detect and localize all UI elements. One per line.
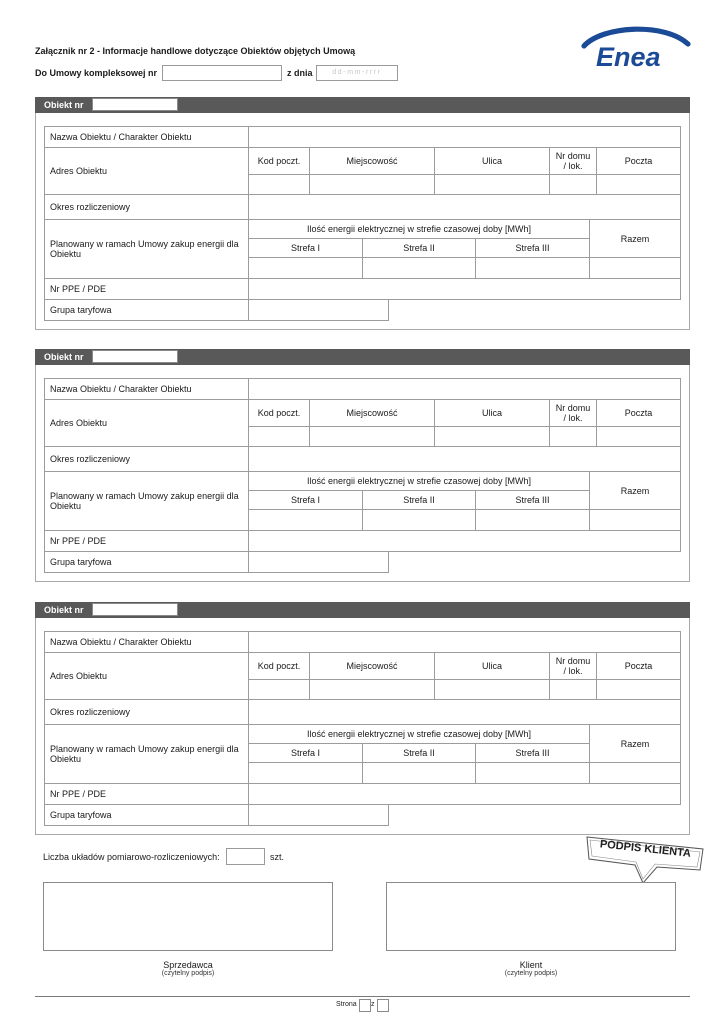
object-number-label: Obiekt nr [44,352,84,362]
address-column-header: Ulica [434,147,550,175]
total-header: Razem [589,219,681,258]
tariff-group-field[interactable] [248,551,389,573]
billing-period-field[interactable] [248,699,681,725]
address-field[interactable] [549,426,597,447]
object-section-header [35,602,690,618]
seller-label: Sprzedawca [163,960,213,970]
tariff-group-label: Grupa taryfowa [44,551,249,573]
address-column-header: Poczta [596,399,681,427]
contract-date-label: z dnia [287,68,313,78]
zone-energy-field[interactable] [475,509,590,531]
tariff-group-field[interactable] [248,299,389,321]
footer-divider [35,996,690,997]
address-column-header: Miejscowość [309,399,435,427]
energy-purchase-label: Planowany w ramach Umowy zakup energii dla Obiektu [44,724,249,784]
billing-period-field[interactable] [248,446,681,472]
object-section-header [35,97,690,113]
address-column-header: Poczta [596,147,681,175]
client-signature-stamp [585,835,705,883]
object-section [35,97,690,330]
address-column-header: Nr domu / lok. [549,147,597,175]
object-section [35,349,690,582]
seller-note: (czytelny podpis) [161,970,215,977]
client-note: (czytelny podpis) [504,970,558,977]
address-field[interactable] [434,426,550,447]
zone-energy-field[interactable] [475,257,590,279]
seller-signature-box[interactable] [43,882,333,951]
object-section [35,602,690,835]
zone-energy-field[interactable] [248,257,363,279]
zone-header: Strefa III [475,743,590,763]
object-number-label: Obiekt nr [44,100,84,110]
billing-period-label: Okres rozliczeniowy [44,699,249,725]
zone-header: Strefa III [475,238,590,258]
zone-energy-field[interactable] [362,509,476,531]
client-label: Klient [519,960,543,970]
total-energy-field[interactable] [589,257,681,279]
address-column-header: Miejscowość [309,652,435,680]
document-title: Załącznik nr 2 - Informacje handlowe dotyczące Obiektów objętych Umową [35,46,356,56]
address-column-header: Poczta [596,652,681,680]
address-column-header: Kod poczt. [248,147,310,175]
zone-header: Strefa I [248,490,363,510]
logo-text: Enea [596,42,661,70]
object-name-field[interactable] [248,126,681,148]
address-column-header: Miejscowość [309,147,435,175]
address-column-header: Nr domu / lok. [549,652,597,680]
object-address-label: Adres Obiektu [44,147,249,195]
object-name-field[interactable] [248,631,681,653]
page-number-field[interactable] [359,999,371,1012]
contract-number-label: Do Umowy kompleksowej nr [35,68,158,78]
object-number-label: Obiekt nr [44,605,84,615]
ppe-field[interactable] [248,278,681,300]
energy-purchase-label: Planowany w ramach Umowy zakup energii dla Obiektu [44,471,249,531]
object-name-label: Nazwa Obiektu / Charakter Obiektu [44,126,249,148]
ppe-field[interactable] [248,783,681,805]
zone-header: Strefa I [248,238,363,258]
address-column-header: Ulica [434,399,550,427]
contract-number-field[interactable] [162,65,282,81]
address-field[interactable] [309,426,435,447]
address-field[interactable] [549,174,597,195]
page-of-label: z [371,1001,375,1008]
zone-header: Strefa II [362,743,476,763]
address-field[interactable] [596,679,681,700]
billing-period-field[interactable] [248,194,681,220]
object-section-header [35,349,690,365]
zone-header: Strefa III [475,490,590,510]
total-header: Razem [589,724,681,763]
zone-energy-field[interactable] [248,509,363,531]
address-column-header: Kod poczt. [248,652,310,680]
zone-header: Strefa II [362,238,476,258]
address-column-header: Nr domu / lok. [549,399,597,427]
tariff-group-label: Grupa taryfowa [44,804,249,826]
enea-logo [580,24,692,70]
address-field[interactable] [309,174,435,195]
stamp-text: PODPIS KLIENTA [599,838,692,860]
page-label: Strona [336,1001,357,1008]
zone-energy-field[interactable] [362,257,476,279]
object-name-field[interactable] [248,378,681,400]
total-energy-field[interactable] [589,509,681,531]
address-field[interactable] [248,426,310,447]
meters-count-label: Liczba układów pomiarowo-rozliczeniowych: [43,852,220,862]
ppe-label: Nr PPE / PDE [44,278,249,300]
address-field[interactable] [309,679,435,700]
page-total-field[interactable] [377,999,389,1012]
object-address-label: Adres Obiektu [44,399,249,447]
zone-header: Strefa II [362,490,476,510]
billing-period-label: Okres rozliczeniowy [44,194,249,220]
ppe-label: Nr PPE / PDE [44,783,249,805]
address-field[interactable] [596,174,681,195]
ppe-field[interactable] [248,530,681,552]
meters-count-field[interactable] [226,848,265,865]
object-number-field[interactable] [92,603,178,616]
energy-amount-header: Ilość energii elektrycznej w strefie czasowej doby [MWh] [248,724,590,744]
zone-header: Strefa I [248,743,363,763]
address-field[interactable] [248,679,310,700]
address-column-header: Kod poczt. [248,399,310,427]
zone-energy-field[interactable] [362,762,476,784]
object-address-label: Adres Obiektu [44,652,249,700]
address-field[interactable] [596,426,681,447]
address-field[interactable] [434,679,550,700]
energy-amount-header: Ilość energii elektrycznej w strefie czasowej doby [MWh] [248,219,590,239]
object-number-field[interactable] [92,98,178,111]
total-energy-field[interactable] [589,762,681,784]
address-field[interactable] [549,679,597,700]
contract-date-field[interactable]: dd-mm-rrrr [316,65,398,81]
object-name-label: Nazwa Obiektu / Charakter Obiektu [44,631,249,653]
tariff-group-label: Grupa taryfowa [44,299,249,321]
address-column-header: Ulica [434,652,550,680]
zone-energy-field[interactable] [475,762,590,784]
ppe-label: Nr PPE / PDE [44,530,249,552]
zone-energy-field[interactable] [248,762,363,784]
billing-period-label: Okres rozliczeniowy [44,446,249,472]
object-number-field[interactable] [92,350,178,363]
meters-unit: szt. [270,852,285,862]
address-field[interactable] [434,174,550,195]
energy-purchase-label: Planowany w ramach Umowy zakup energii dla Obiektu [44,219,249,279]
energy-amount-header: Ilość energii elektrycznej w strefie czasowej doby [MWh] [248,471,590,491]
client-signature-box[interactable] [386,882,676,951]
object-name-label: Nazwa Obiektu / Charakter Obiektu [44,378,249,400]
address-field[interactable] [248,174,310,195]
total-header: Razem [589,471,681,510]
tariff-group-field[interactable] [248,804,389,826]
